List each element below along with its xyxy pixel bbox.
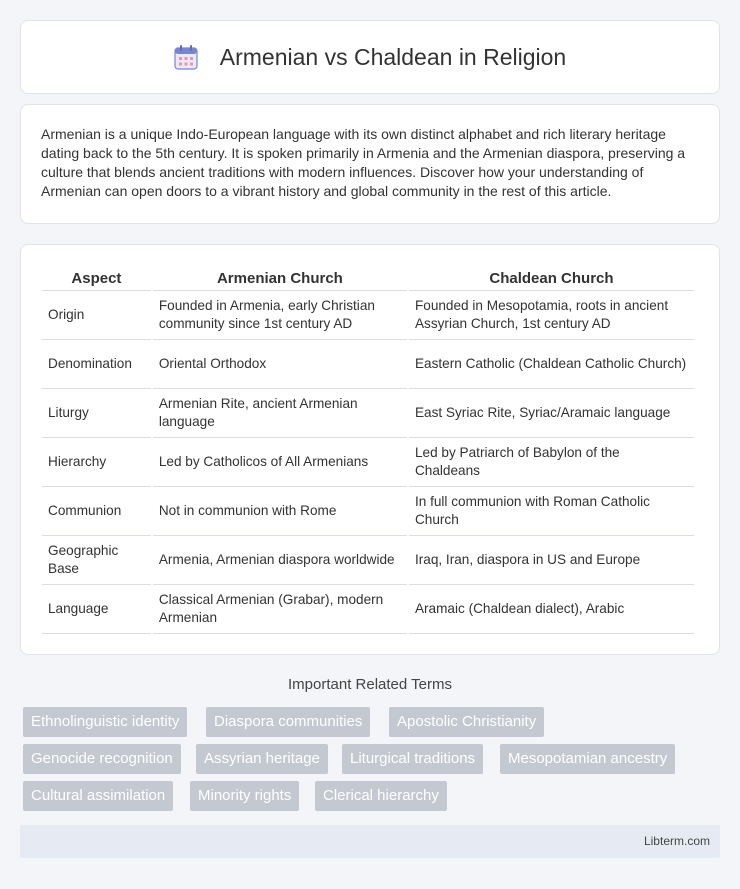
table-cell: Armenia, Armenian diaspora worldwide: [153, 536, 407, 585]
related-term-tag[interactable]: Ethnolinguistic identity: [23, 707, 187, 737]
related-term-tag[interactable]: Clerical hierarchy: [315, 781, 447, 811]
related-term-tag[interactable]: Genocide recognition: [23, 744, 181, 774]
column-header: Armenian Church: [153, 265, 407, 291]
calendar-icon: [174, 44, 198, 70]
column-header: Aspect: [42, 265, 151, 291]
table-cell: Armenian Rite, ancient Armenian language: [153, 389, 407, 438]
table-cell: Led by Catholicos of All Armenians: [153, 438, 407, 487]
table-cell: Iraq, Iran, diaspora in US and Europe: [409, 536, 694, 585]
table-row: [42, 487, 694, 536]
title-card: [20, 20, 720, 94]
table-cell: Language: [42, 585, 151, 634]
related-term-tag[interactable]: Apostolic Christianity: [389, 707, 544, 737]
table-row: [42, 340, 694, 389]
table-row: [42, 438, 694, 487]
table-cell: Hierarchy: [42, 438, 151, 487]
footer-site[interactable]: Libterm.com: [643, 834, 710, 848]
table-cell: Geographic Base: [42, 536, 151, 585]
table-row: [42, 291, 694, 340]
related-term-tag[interactable]: Mesopotamian ancestry: [500, 744, 675, 774]
table-header-row: [42, 265, 694, 291]
related-term-tag[interactable]: Cultural assimilation: [23, 781, 173, 811]
table-row: [42, 389, 694, 438]
related-term-tag[interactable]: Assyrian heritage: [196, 744, 328, 774]
table-cell: Liturgy: [42, 389, 151, 438]
table-cell: Not in communion with Rome: [153, 487, 407, 536]
column-header: Chaldean Church: [409, 265, 694, 291]
table-cell: Eastern Catholic (Chaldean Catholic Church): [409, 340, 694, 389]
table-cell: Origin: [42, 291, 151, 340]
comparison-table: [40, 265, 696, 634]
table-cell: Oriental Orthodox: [153, 340, 407, 389]
related-term-tag[interactable]: Diaspora communities: [206, 707, 370, 737]
footer: [20, 825, 720, 858]
table-row: [42, 536, 694, 585]
table-cell: Classical Armenian (Grabar), modern Armenian: [153, 585, 407, 634]
table-row: [42, 585, 694, 634]
related-terms-title: Important Related Terms: [288, 676, 452, 693]
table-cell: Communion: [42, 487, 151, 536]
table-cell: East Syriac Rite, Syriac/Aramaic language: [409, 389, 694, 438]
table-cell: In full communion with Roman Catholic Church: [409, 487, 694, 536]
related-term-tag[interactable]: Minority rights: [190, 781, 299, 811]
table-cell: Founded in Armenia, early Christian community since 1st century AD: [153, 291, 407, 340]
table-cell: Founded in Mesopotamia, roots in ancient Assyrian Church, 1st century AD: [409, 291, 694, 340]
page-title: Armenian vs Chaldean in Religion: [219, 43, 567, 70]
table-cell: Aramaic (Chaldean dialect), Arabic: [409, 585, 694, 634]
comparison-table-card: [20, 244, 720, 655]
related-term-tag[interactable]: Liturgical traditions: [342, 744, 483, 774]
table-cell: Led by Patriarch of Babylon of the Chaldeans: [409, 438, 694, 487]
intro-card: [20, 104, 720, 224]
intro-text: Armenian is a unique Indo-European language with its own distinct alphabet and rich literary heritage dating back to the 5th century. It is spoken primarily in Armenia and the Armenian diaspora, preserving a culture that blends ancient traditions with modern influences. Discover how your understanding of Armenian can open doors to a vibrant history and global community in the rest of this article.: [41, 126, 686, 199]
table-cell: Denomination: [42, 340, 151, 389]
